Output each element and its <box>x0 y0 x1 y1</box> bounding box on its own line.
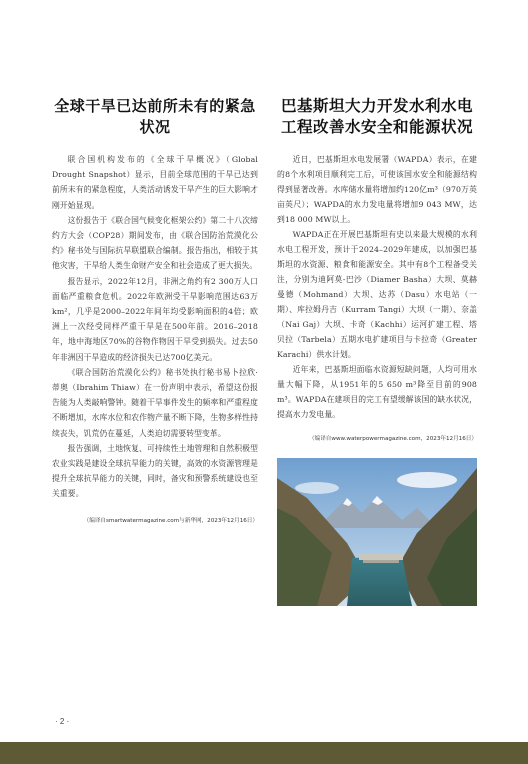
right-article-title: 巴基斯坦大力开发水利水电工程改善水安全和能源状况 <box>280 97 473 136</box>
dam-landscape-photo <box>277 458 477 606</box>
left-paragraph-4: 《联合国防治荒漠化公约》秘书处执行秘书易卜拉欣·蒂奥（Ibrahim Thiaw）在一份声明中表示，希望这份报告能为人类敲响警钟。随着干旱事件发生的频率和严重程度不断增加，水库水位和农作物产量不断下降，生物多样性持续丧失，饥荒仍在蔓延，人类迫切需要转型变革。 <box>52 367 258 438</box>
left-article <box>52 96 258 524</box>
left-paragraph-2: 这份报告于《联合国气候变化框架公约》第二十八次缔约方大会（COP28）期间发布，由《联合国防治荒漠化公约》秘书处与国际抗旱联盟联合编制。报告指出，相较于其他灾害，干旱给人类生命财产安全和社会造成了更大损失。 <box>52 215 258 271</box>
left-paragraph-5: 报告强调，土地恢复、可持续性土地管理和自然积极型农业实践是建设全球抗旱能力的关键，高效的水资源管理是提升全球抗旱能力的关键，同时，备灾和预警系统建设也至关重要。 <box>52 443 258 499</box>
left-paragraph-3: 报告显示，2022年12月，非洲之角约有2 300万人口面临严重粮食危机。2022年欧洲受干旱影响范围达63万km²，几乎是2000–2022年间年均受影响面积的4倍；欧洲上一次经受同样严重干旱是在500年前。2016–2018年，地中海地区70%的谷物作物因干旱受到损失。过去50年非洲因干旱造成的经济损失已达700亿美元。 <box>52 276 258 362</box>
right-paragraph-2: WAPDA正在开展巴基斯坦有史以来最大规模的水利水电工程开发，预计于2024–2029年建成，以加强巴基斯坦的水资源、粮食和能源安全。其中有8个工程备受关注，分别为迪阿莫-巴沙（Diamer Basha）大坝、莫赫曼德（Mohmand）大坝、达苏（Dasu）水电站（一期）、库拉姆丹吉（Kurram Tangi）大坝（一期）、奈盖（Nai Gaj）大坝、卡奇（Kachhi）运河扩建工程、塔贝拉（Tarbela）五期水电扩建项目与卡拉奇（Greater Karachi）供水计划。 <box>277 230 477 359</box>
right-paragraph-1: 近日，巴基斯坦水电发展署（WAPDA）表示，在建的8个水利项目顺利完工后，可使该国水安全和能源结构得到显著改善。水库储水量将增加约120亿m³（970万英亩英尺）；WAPDA的水力发电量将增加9 043 MW，达到18 000 MW以上。 <box>277 155 477 224</box>
right-paragraph-3: 近年来，巴基斯坦面临水资源短缺问题，人均可用水量大幅下降，从1951年的5 650 m³降至目前的908 m³。WAPDA在建项目的完工有望缓解该国的缺水状况，提高水力发电量。 <box>277 365 477 419</box>
right-source-note: （编译自www.waterpowermagazine.com，2023年12月16日） <box>309 436 477 442</box>
right-article <box>277 96 477 606</box>
left-source-note: （编译自smartwatermagazine.com与新华网，2023年12月16日） <box>83 517 258 524</box>
footer-bar <box>0 742 528 764</box>
page-number: · 2 · <box>55 717 70 726</box>
left-paragraph-1: 联合国机构发布的《全球干旱概况》（Global Drought Snapshot）显示，目前全球范围的干旱已达到前所未有的紧急程度，人类活动诱发干旱产生的巨大影响才刚开始显现。 <box>52 155 258 210</box>
left-article-title: 全球干旱已达前所未有的紧急状况 <box>54 97 256 136</box>
